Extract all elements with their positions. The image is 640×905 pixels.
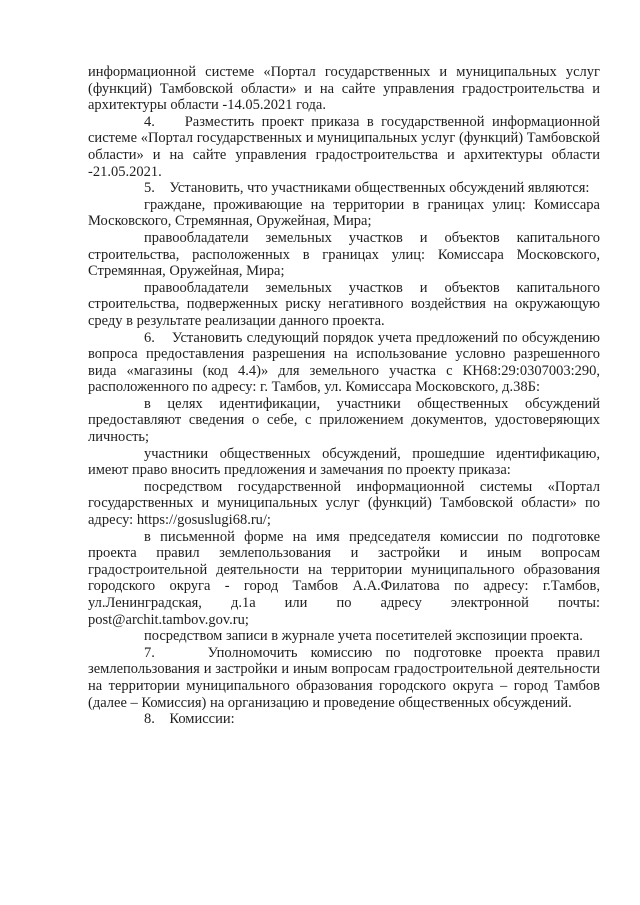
paragraph-right-holders-2: правообладатели земельных участков и объектов капитального строительства, подверженных риску негативного воздействия на окружающую среду в результате реализации данного проекта. xyxy=(88,279,600,329)
document-body xyxy=(88,64,600,728)
paragraph-right-holders-1: правообладатели земельных участков и объектов капитального строительства, расположенных в границах улиц: Комиссара Московского, Стремянная, Оружейная, Мира; xyxy=(88,229,600,280)
paragraph-item-6: 6. Установить следующий порядок учета предложений по обсуждению вопроса предоставления разрешения на использование условно разрешенного вида «магазины (код 4.4)» для земельного участка с КН68:29:0307003:290, расположенного по адресу: г. Тамбов, ул. Комиссара Московского, д.38Б: xyxy=(88,329,600,396)
paragraph-participants-rights: участники общественных обсуждений, прошедшие идентификацию, имеют право вносить предложения и замечания по проекту приказа: xyxy=(88,445,600,479)
paragraph-portal-method: посредством государственной информационной системы «Портал государственных и муниципальных услуг (функций) Тамбовской области» по адресу: https://gosuslugi68.ru/; xyxy=(88,478,600,529)
paragraph-1: информационной системе «Портал государственных и муниципальных услуг (функций) Тамбовской области» и на сайте управления градостроительства и архитектуры области -14.05.2021 года. xyxy=(88,64,600,114)
paragraph-citizens: граждане, проживающие на территории в границах улиц: Комиссара Московского, Стремянная, Оружейная, Мира; xyxy=(88,196,600,230)
paragraph-item-4: 4. Разместить проект приказа в государственной информационной системе «Портал государственных и муниципальных услуг (функций) Тамбовской области» и на сайте управления градостроительства и архитектуры области -21.05.2021. xyxy=(88,113,600,180)
paragraph-journal-method: посредством записи в журнале учета посетителей экспозиции проекта. xyxy=(144,628,583,645)
paragraph-written-method: в письменной форме на имя председателя комиссии по подготовке проекта правил землепользования и застройки и иным вопросам градостроительной деятельности на территории муниципального образования городского округа - город Тамбов А.А.Филатова по адресу: г.Тамбов, ул.Ленинградская, д.1а или по адресу электронной почты: post@archit.tambov.gov.ru; xyxy=(88,528,600,628)
paragraph-item-5: 5. Установить, что участниками общественных обсуждений являются: xyxy=(144,180,590,197)
paragraph-identification: в целях идентификации, участники общественных обсуждений предоставляют сведения о себе, с приложением документов, удостоверяющих личность; xyxy=(88,395,600,446)
paragraph-item-7: 7. Уполномочить комиссию по подготовке проекта правил землепользования и застройки и иным вопросам градостроительной деятельности на территории муниципального образования городского округа – город Тамбов (далее – Комиссия) на организацию и проведение общественных обсуждений. xyxy=(88,644,600,711)
paragraph-item-8: 8. Комиссии: xyxy=(144,711,235,728)
